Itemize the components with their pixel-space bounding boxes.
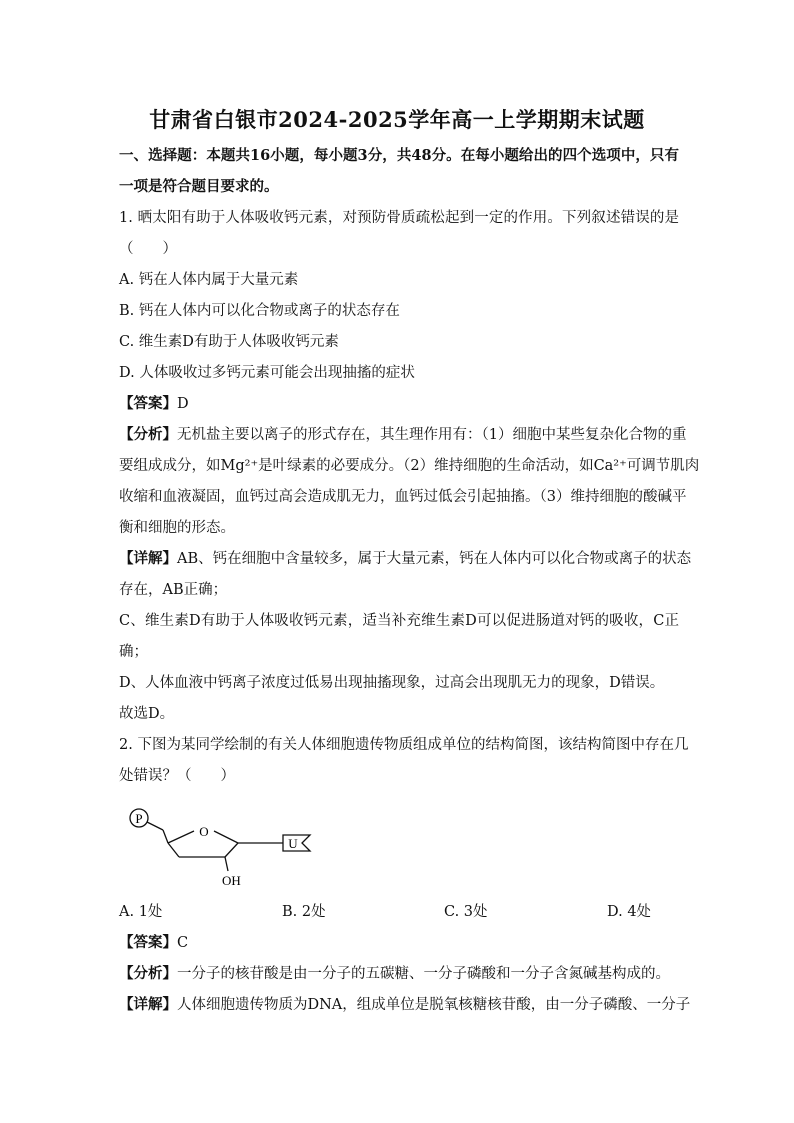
ring-bond-right-bottom: [225, 843, 238, 857]
q2-option-a: A. 1处: [119, 904, 163, 920]
detail-tag: 【详解】: [119, 550, 177, 567]
q1-option-b: B. 钙在人体内可以化合物或离子的状态存在: [119, 303, 400, 319]
ring-bond-left-bottom: [168, 843, 179, 857]
c5-bond: [163, 830, 168, 843]
q1-detail-line3: C、维生素D有助于人体吸收钙元素，适当补充维生素D可以促进肠道对钙的吸收，C正: [119, 613, 679, 629]
page-title: 甘肃省白银市2024-2025学年高一上学期期末试题: [149, 107, 645, 132]
q1-analysis-line2: 要组成成分，如Mg²⁺是叶绿素的必要成分。（2）维持细胞的生命活动，如Ca²⁺可调节肌肉: [119, 458, 700, 474]
analysis-text: 无机盐主要以离子的形式存在，其生理作用有：（1）细胞中某些复杂化合物的重: [177, 427, 687, 443]
q1-stem-line1: 1. 晒太阳有助于人体吸收钙元素，对预防骨质疏松起到一定的作用。下列叙述错误的是: [119, 210, 679, 226]
section-header-line2: 一项是符合题目要求的。: [119, 178, 279, 195]
q1-analysis-line4: 衡和细胞的形态。: [119, 520, 235, 536]
q2-option-c: C. 3处: [444, 904, 488, 920]
detail-text: 人体细胞遗传物质为DNA，组成单位是脱氧核糖核苷酸，由一分子磷酸、一分子: [177, 997, 691, 1013]
ring-oxygen-label: O: [199, 824, 209, 839]
hydroxyl-label: OH: [222, 873, 241, 888]
q1-detail-line2: 存在，AB正确；: [119, 582, 228, 598]
analysis-tag: 【分析】: [119, 965, 177, 982]
answer-tag: 【答案】: [119, 934, 177, 951]
q1-detail-line5: D、人体血液中钙离子浓度过低易出现抽搐现象，过高会出现肌无力的现象，D错误。: [119, 675, 665, 691]
q2-analysis-line1: [119, 964, 679, 984]
q1-option-d: D. 人体吸收过多钙元素可能会出现抽搐的症状: [119, 365, 415, 381]
nucleotide-structure-figure: [125, 803, 325, 893]
q1-option-a: A. 钙在人体内属于大量元素: [119, 272, 299, 288]
phosphate-bond: [147, 822, 163, 830]
q2-option-b: B. 2处: [282, 904, 326, 920]
detail-tag: 【详解】: [119, 996, 177, 1013]
answer-value: D: [177, 396, 189, 412]
q2-stem-line1: 2. 下图为某同学绘制的有关人体细胞遗传物质组成单位的结构简图，该结构简图中存在几: [119, 737, 689, 753]
oh-bond: [225, 857, 228, 871]
phosphate-label: P: [135, 811, 143, 826]
q1-option-c: C. 维生素D有助于人体吸收钙元素: [119, 334, 339, 350]
q1-conclusion: 故选D。: [119, 706, 175, 722]
base-label: U: [288, 836, 298, 851]
q1-answer: [119, 394, 679, 414]
q1-analysis-line3: 收缩和血液凝固，血钙过高会造成肌无力，血钙过低会引起抽搐。（3）维持细胞的酸碱平: [119, 489, 687, 505]
q1-analysis-line1: [119, 425, 687, 445]
q1-stem-line2: （ ）: [119, 241, 177, 257]
q2-answer: [119, 933, 679, 953]
q1-detail-line1: [119, 549, 692, 569]
q2-stem-line2: 处错误？（ ）: [119, 768, 235, 784]
section-header-line1: 一、选择题：本题共16小题，每小题3分，共48分。在每小题给出的四个选项中，只有: [119, 147, 679, 164]
q2-option-d: D. 4处: [607, 904, 652, 920]
detail-text: AB、钙在细胞中含量较多，属于大量元素，钙在人体内可以化合物或离子的状态: [177, 551, 692, 567]
answer-value: C: [177, 935, 189, 951]
analysis-tag: 【分析】: [119, 426, 177, 443]
analysis-text: 一分子的核苷酸是由一分子的五碳糖、一分子磷酸和一分子含氮碱基构成的。: [177, 966, 670, 982]
ring-bond-right-top: [214, 831, 238, 843]
ring-bond-left-top: [168, 831, 194, 843]
answer-tag: 【答案】: [119, 395, 177, 412]
q1-detail-line4: 确；: [119, 644, 148, 660]
q2-detail-line1: [119, 995, 691, 1015]
